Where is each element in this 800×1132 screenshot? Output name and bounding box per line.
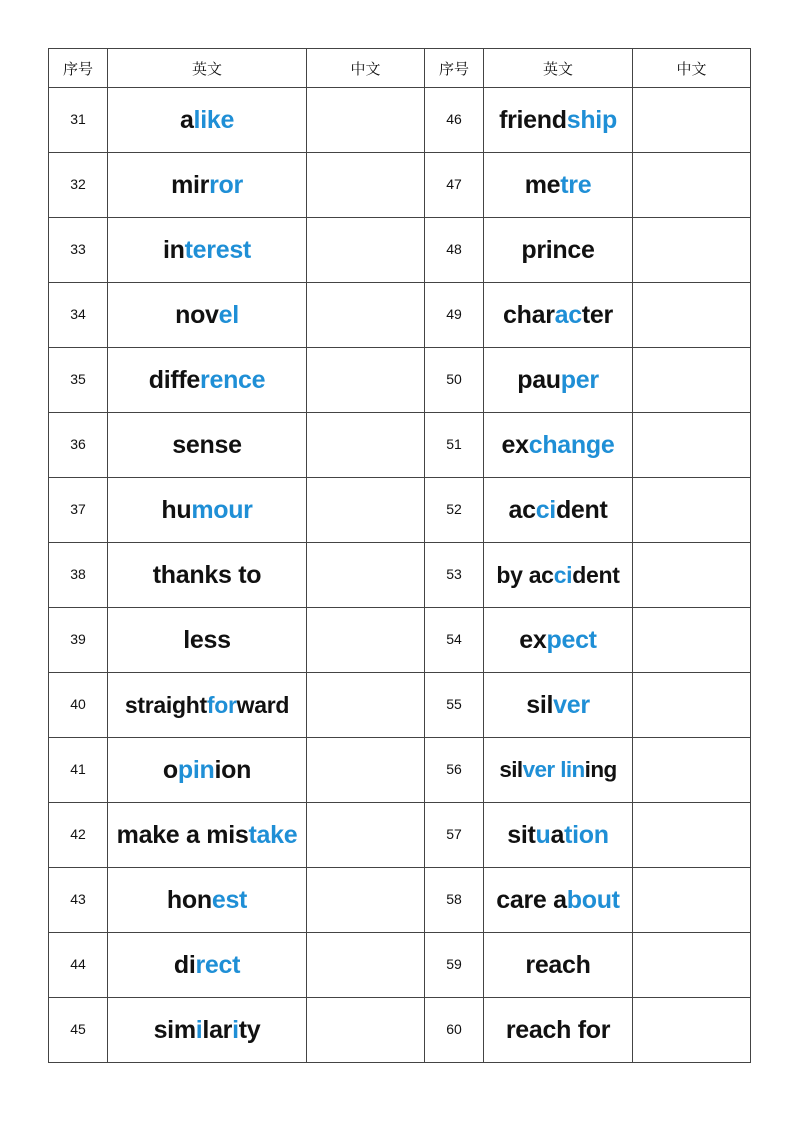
chinese-answer-cell[interactable] — [633, 543, 751, 608]
word-highlight-part: pin — [177, 755, 215, 784]
english-word — [108, 868, 307, 933]
word-part: me — [524, 170, 561, 199]
row-number: 44 — [49, 933, 108, 998]
english-word — [108, 803, 307, 868]
row-number: 42 — [49, 803, 108, 868]
row-number: 51 — [425, 413, 484, 478]
chinese-answer-cell[interactable] — [633, 413, 751, 478]
word-part: o — [162, 755, 178, 784]
chinese-answer-cell[interactable] — [307, 998, 425, 1063]
header-row — [49, 49, 751, 88]
chinese-answer-cell[interactable] — [307, 868, 425, 933]
row-number: 52 — [425, 478, 484, 543]
chinese-answer-cell[interactable] — [633, 738, 751, 803]
chinese-answer-cell[interactable] — [307, 673, 425, 738]
row-number: 60 — [425, 998, 484, 1063]
chinese-answer-cell[interactable] — [633, 673, 751, 738]
word-part: thanks to — [152, 560, 262, 589]
english-word — [484, 348, 633, 413]
row-number: 53 — [425, 543, 484, 608]
word-part: friend — [499, 105, 567, 134]
row-number: 45 — [49, 998, 108, 1063]
chinese-answer-cell[interactable] — [307, 803, 425, 868]
word-highlight-part: ship — [566, 105, 617, 134]
row-number: 41 — [49, 738, 108, 803]
chinese-answer-cell[interactable] — [633, 88, 751, 153]
english-word — [484, 868, 633, 933]
word-highlight-part: tre — [560, 170, 592, 199]
chinese-answer-cell[interactable] — [307, 283, 425, 348]
word-part: prince — [521, 235, 595, 264]
word-highlight-part: i — [232, 1015, 239, 1044]
table-row — [49, 738, 751, 803]
word-part: reach — [525, 950, 591, 979]
row-number: 46 — [425, 88, 484, 153]
word-part: hu — [161, 495, 192, 524]
english-word — [108, 608, 307, 673]
word-highlight-part: ci — [553, 561, 573, 588]
chinese-answer-cell[interactable] — [633, 348, 751, 413]
word-part: in — [163, 235, 185, 264]
row-number: 33 — [49, 218, 108, 283]
word-highlight-part: tion — [564, 820, 609, 849]
english-word — [108, 283, 307, 348]
word-part: ac — [508, 495, 536, 524]
word-highlight-part: u — [535, 820, 551, 849]
english-word — [484, 88, 633, 153]
row-number: 35 — [49, 348, 108, 413]
table-row — [49, 348, 751, 413]
word-highlight-part: like — [193, 105, 235, 134]
word-highlight-part: el — [218, 300, 239, 329]
word-highlight-part: i — [195, 1015, 203, 1044]
chinese-answer-cell[interactable] — [307, 543, 425, 608]
english-word — [108, 543, 307, 608]
chinese-answer-cell[interactable] — [633, 283, 751, 348]
vocabulary-sheet — [48, 48, 751, 1063]
word-highlight-part: ac — [554, 300, 582, 329]
row-number: 57 — [425, 803, 484, 868]
chinese-answer-cell[interactable] — [307, 153, 425, 218]
word-highlight-part: ci — [535, 495, 556, 524]
word-part: straight — [124, 691, 207, 718]
chinese-answer-cell[interactable] — [307, 608, 425, 673]
header-english: 英文 — [484, 49, 633, 88]
word-part: ex — [519, 625, 547, 654]
english-word — [484, 218, 633, 283]
chinese-answer-cell[interactable] — [307, 738, 425, 803]
row-number: 59 — [425, 933, 484, 998]
row-number: 39 — [49, 608, 108, 673]
word-part: dent — [572, 561, 620, 588]
row-number: 55 — [425, 673, 484, 738]
english-word — [108, 153, 307, 218]
chinese-answer-cell[interactable] — [633, 608, 751, 673]
word-part: less — [183, 625, 231, 654]
row-number: 38 — [49, 543, 108, 608]
english-word — [484, 478, 633, 543]
chinese-answer-cell[interactable] — [307, 478, 425, 543]
word-part: sense — [172, 430, 242, 459]
table-body — [49, 88, 751, 1063]
header-chinese: 中文 — [633, 49, 751, 88]
english-word — [484, 998, 633, 1063]
word-highlight-part: change — [528, 430, 615, 459]
english-word — [484, 738, 633, 803]
word-highlight-part: mour — [191, 495, 253, 524]
word-highlight-part: take — [248, 820, 298, 849]
row-number: 36 — [49, 413, 108, 478]
word-highlight-part: ror — [209, 170, 243, 199]
header-english: 英文 — [108, 49, 307, 88]
word-part: a — [550, 820, 565, 849]
word-highlight-part: bout — [566, 885, 620, 914]
word-highlight-part: ver lin — [522, 757, 585, 782]
table-row — [49, 803, 751, 868]
table-row — [49, 153, 751, 218]
word-part: nov — [175, 300, 219, 329]
word-part: char — [503, 300, 555, 329]
row-number: 47 — [425, 153, 484, 218]
chinese-answer-cell[interactable] — [633, 153, 751, 218]
chinese-answer-cell[interactable] — [633, 478, 751, 543]
word-part: ing — [584, 757, 617, 782]
english-word — [484, 608, 633, 673]
row-number: 56 — [425, 738, 484, 803]
word-highlight-part: terest — [184, 235, 251, 264]
word-part: ex — [501, 430, 529, 459]
english-word — [484, 933, 633, 998]
word-part: di — [173, 950, 196, 979]
vocabulary-table — [48, 48, 751, 1063]
table-row — [49, 933, 751, 998]
english-word — [484, 543, 633, 608]
chinese-answer-cell[interactable] — [633, 933, 751, 998]
word-highlight-part: pect — [546, 625, 597, 654]
english-word — [484, 673, 633, 738]
word-part: by ac — [496, 561, 554, 588]
english-word — [108, 348, 307, 413]
english-word — [108, 738, 307, 803]
chinese-answer-cell[interactable] — [307, 413, 425, 478]
word-highlight-part: est — [211, 885, 248, 914]
word-part: ward — [236, 691, 290, 718]
word-part: a — [179, 105, 194, 134]
english-word — [484, 413, 633, 478]
word-part: ter — [581, 300, 613, 329]
word-part: mir — [171, 170, 210, 199]
word-part: reach for — [505, 1015, 611, 1044]
header-number: 序号 — [49, 49, 108, 88]
word-part: make a mis — [116, 820, 249, 849]
table-row — [49, 413, 751, 478]
chinese-answer-cell[interactable] — [307, 218, 425, 283]
word-part: sim — [153, 1015, 196, 1044]
table-row — [49, 868, 751, 933]
word-highlight-part: rect — [195, 950, 241, 979]
english-word — [108, 933, 307, 998]
word-part: sil — [499, 757, 523, 782]
chinese-answer-cell[interactable] — [307, 933, 425, 998]
chinese-answer-cell[interactable] — [307, 88, 425, 153]
word-highlight-part: for — [206, 691, 237, 718]
chinese-answer-cell[interactable] — [633, 868, 751, 933]
english-word — [108, 478, 307, 543]
row-number: 49 — [425, 283, 484, 348]
english-word — [108, 673, 307, 738]
word-part: ion — [214, 755, 252, 784]
table-row — [49, 608, 751, 673]
row-number: 40 — [49, 673, 108, 738]
chinese-answer-cell[interactable] — [307, 348, 425, 413]
english-word — [108, 413, 307, 478]
chinese-answer-cell[interactable] — [633, 218, 751, 283]
row-number: 43 — [49, 868, 108, 933]
english-word — [484, 803, 633, 868]
english-word — [484, 153, 633, 218]
table-row — [49, 218, 751, 283]
word-part: sit — [507, 820, 536, 849]
table-row — [49, 478, 751, 543]
row-number: 31 — [49, 88, 108, 153]
row-number: 48 — [425, 218, 484, 283]
word-highlight-part: per — [560, 365, 599, 394]
word-part: pau — [517, 365, 561, 394]
english-word — [108, 218, 307, 283]
header-chinese: 中文 — [307, 49, 425, 88]
row-number: 58 — [425, 868, 484, 933]
row-number: 50 — [425, 348, 484, 413]
table-row — [49, 998, 751, 1063]
table-row — [49, 283, 751, 348]
english-word — [484, 283, 633, 348]
row-number: 34 — [49, 283, 108, 348]
word-part: ty — [238, 1015, 261, 1044]
chinese-answer-cell[interactable] — [633, 998, 751, 1063]
table-row — [49, 88, 751, 153]
row-number: 54 — [425, 608, 484, 673]
english-word — [108, 88, 307, 153]
word-part: care a — [496, 885, 567, 914]
word-part: lar — [202, 1015, 233, 1044]
word-part: sil — [526, 690, 554, 719]
word-highlight-part: ver — [553, 690, 590, 719]
row-number: 37 — [49, 478, 108, 543]
table-row — [49, 543, 751, 608]
chinese-answer-cell[interactable] — [633, 803, 751, 868]
header-number: 序号 — [425, 49, 484, 88]
english-word — [108, 998, 307, 1063]
word-highlight-part: rence — [200, 365, 266, 394]
word-part: diffe — [148, 365, 201, 394]
table-row — [49, 673, 751, 738]
word-part: dent — [555, 495, 608, 524]
word-part: hon — [166, 885, 212, 914]
row-number: 32 — [49, 153, 108, 218]
